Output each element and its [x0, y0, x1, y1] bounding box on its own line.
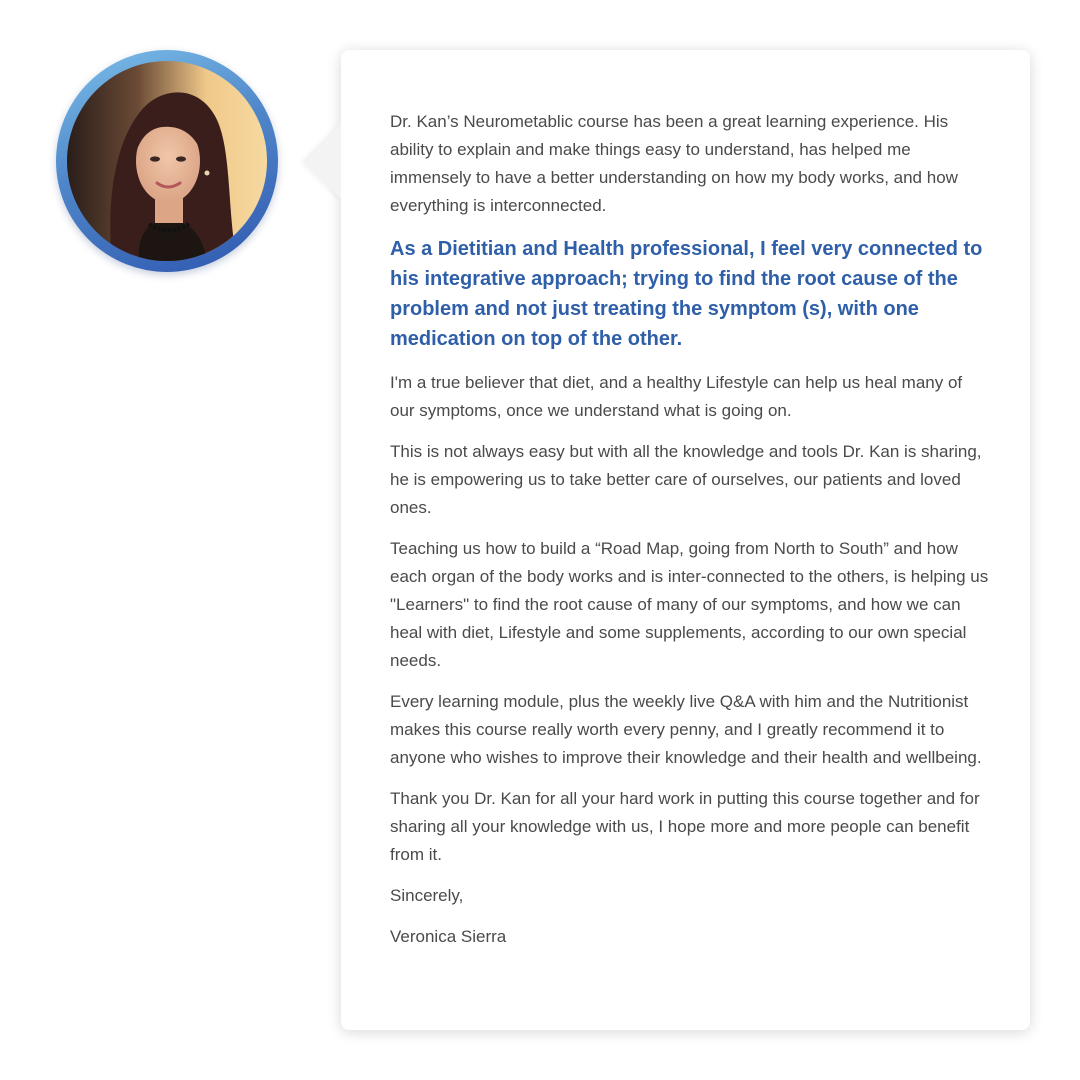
speech-pointer: [303, 123, 341, 199]
testimonial-card: [341, 50, 1030, 1030]
testimonial-paragraph: Dr. Kan’s Neurometablic course has been a great learning experience. His ability to explain and make things easy to understand, has helped me immensely to have a better understanding on how my body works, and how everything is interconnected.: [390, 112, 958, 215]
avatar: [56, 50, 278, 272]
testimonial-paragraph: Teaching us how to build a “Road Map, going from North to South” and how each organ of the body works and is inter-connected to the others, is helping us "Learners" to find the root cause of many of our symptoms, and how we can heal with diet, Lifestyle and some supplements, according to our own special needs.: [390, 539, 989, 670]
testimonial-highlight: As a Dietitian and Health professional, I feel very connected to his integrative approach; trying to find the root cause of the problem and not just treating the symptom (s), with one medication on top of the other.: [390, 238, 983, 350]
testimonial-body: [390, 108, 990, 964]
testimonial-paragraph: Every learning module, plus the weekly live Q&A with him and the Nutritionist makes this course really worth every penny, and I greatly recommend it to anyone who wishes to improve their knowledge and their health and wellbeing.: [390, 692, 982, 767]
testimonial-paragraph: Thank you Dr. Kan for all your hard work in putting this course together and for sharing all your knowledge with us, I hope more and more people can benefit from it.: [390, 789, 980, 864]
testimonial-paragraph: I'm a true believer that diet, and a healthy Lifestyle can help us heal many of our symptoms, once we understand what is going on.: [390, 373, 963, 420]
author-name: Veronica Sierra: [390, 927, 507, 946]
closing-text: Sincerely,: [390, 886, 464, 905]
portrait-photo-icon: [67, 61, 267, 261]
testimonial-paragraph: This is not always easy but with all the knowledge and tools Dr. Kan is sharing, he is empowering us to take better care of ourselves, our patients and loved ones.: [390, 442, 982, 517]
